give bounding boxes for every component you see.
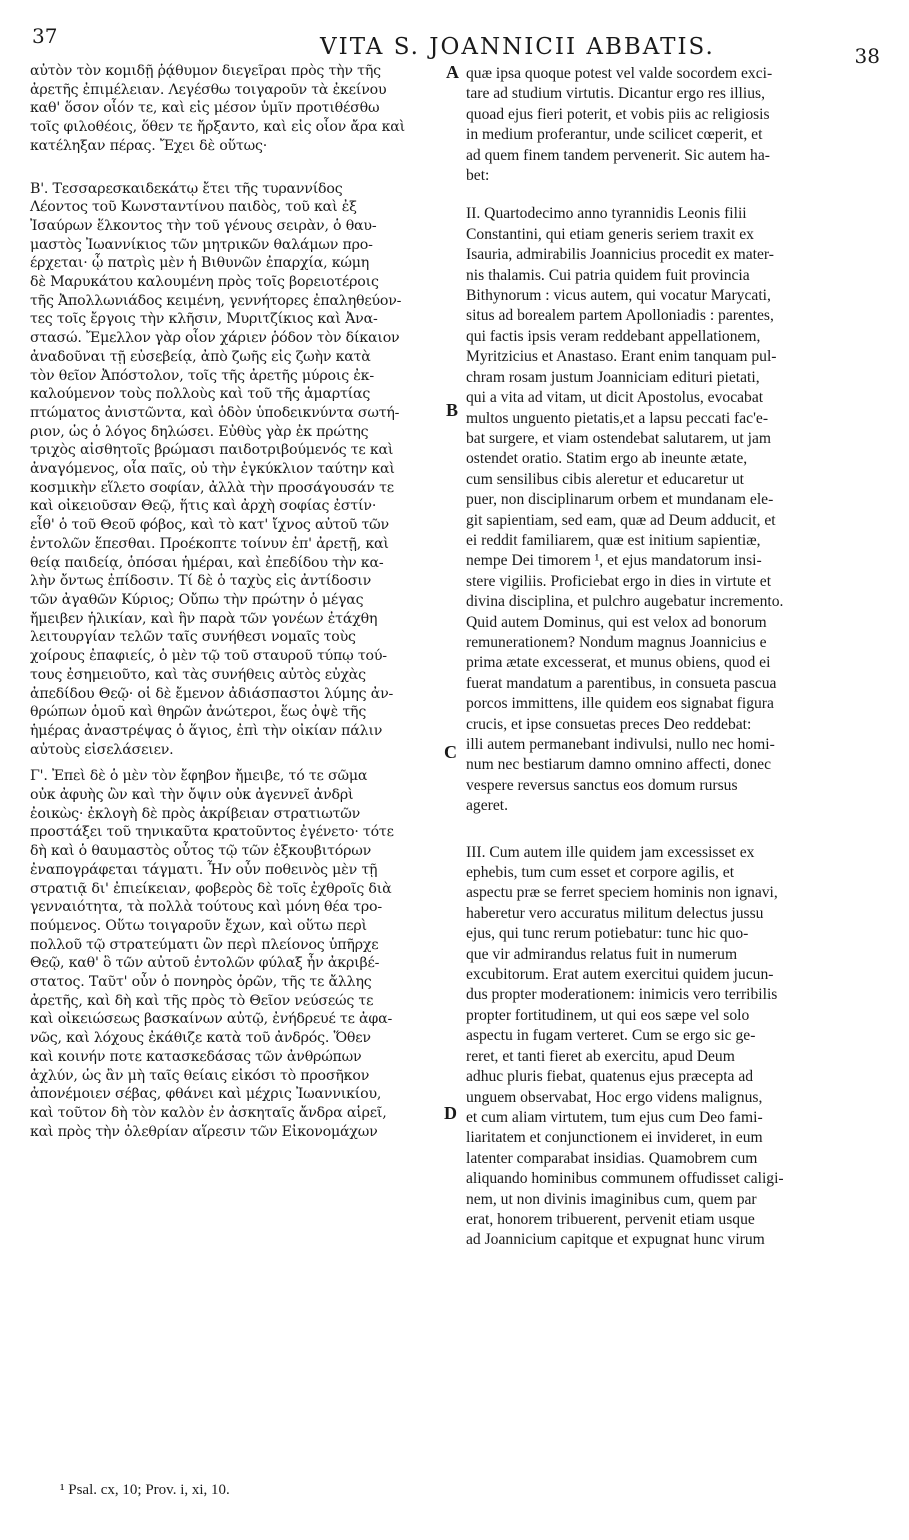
latin-paragraph-3: III. Cum autem ille quidem jam excessisset ex ephebis, tum cum esset et corpore agilis, et aspectu præ se ferret speciem hominis non ignavi, haberetur vero accuratus militum delectus jussu ejus, qui tunc rerum potiebatur: tunc hic quo- que vir admirandus relatus fuit in numerum excubitorum. Erat autem exercitui quidem jucun- dus propter moderationem: inimicis vero terribilis propter fortitudinem, ut qui eos sæpe vel solo aspectu in fugam verteret. Cum se ergo sic ge- reret, et tanti fieret ab exercitu, apud Deum adhuc pluris fiebat, quatenus ejus præcepta ad unguem observabat, Hoc ergo videns malignus, et cum aliam virtutem, tum ejus cum Deo fami- liaritatem et conjunctionem ei invideret, in eum latenter comparabat insidias. Quamobrem cum aliquando hominibus communem offudisset caligi- nem, ut non divinis imaginibus cum, quem par erat, honorem tribuerent, pervenit etiam usque ad Joannicium capitque et expugnat hunc virum — [466, 843, 784, 1249]
left-page-number: 37 — [32, 24, 58, 48]
latin-paragraph-2: II. Quartodecimo anno tyrannidis Leonis filii Constantini, qui etiam generis seriem traxit ex Isauria, admirabilis Joannicius procedit ex mater- nis thalamis. Cui patria quidem fuit provincia Bithynorum : vicus autem, qui vocatur Marycati, situs ad borealem partem Apolloniadis : parentes, qui factis ipsis veram reddebant appellationem, Myritzicius et Anastaso. Erant enim tanquam pul- chram rosam justum Joanniciam edituri pietati, qui a vita ad vitam, ut dicit Apostolus, evocabat multos unguento pietatis,et a lapsu peccati fac'e- bat surgere, et viam ostendebat salutarem, ut jam ostendet oratio. Statim ergo ab ineunte ætate, cum sensilibus cibis aleretur et educaretur ut puer, non disciplinarum orbem et mundanam ele- git sapientiam, sed eam, quæ ad Deum adducit, et ei reddit familiarem, quæ est initium sapientiæ, nempe Dei timorem ¹, et ejus mandatorum insi- stere vigiliis. Proficiebat ergo in dies in virtute et divina disciplina, et pulchro augebatur incremento. Quid autem Dominus, qui est velox ad bonorum remunerationem? Nondum magnus Joannicius e prima ætate excesserat, et munus obiens, quod ei fuerat mandatum a parentibus, in consueta pascua porcos immittens, ille quidem eos signabat figura crucis, et ipse consuetas preces Deo reddebat: illi autem permanebant indivulsi, nullo nec homi- num nec bestiarum damno omnino affecti, donec vespere reversus sanctus eos domum rursus ageret. — [466, 205, 784, 815]
section-marker-b: B — [446, 400, 459, 420]
running-title: VITA S. JOANNICII ABBATIS. — [320, 34, 715, 60]
greek-paragraph-3: Γ'. Ἐπεὶ δὲ ὁ μὲν τὸν ἔφηβον ἤμειβε, τό τε σῶμα οὐκ ἀφυὴς ὢν καὶ τὴν ὄψιν οὐκ ἀγεννεῖ ἀνδρὶ ἐοικὼς· ἐκλογὴ δὲ πρὸς ἀκρίβειαν στρατιωτῶν προστάξει τοῦ τηνικαῦτα κρατοῦντος ἐγένετο· τότε δὴ καὶ ὁ θαυμαστὸς οὗτος τῷ τῶν ἐξκουβιτόρων ἐναπογράφεται τάγματι. Ἦν οὖν ποθεινὸς μὲν τῇ στρατιᾷ δι' ἐπιείκειαν, φοβερὸς δὲ τοῖς ἐχθροῖς διὰ γενναιότητα, τὰ πολλὰ τούτους καὶ μόνη θέα τρο- πούμενος. Οὕτω τοιγαροῦν ἔχων, καὶ οὕτω περὶ πολλοῦ τῷ στρατεύματι ὢν περὶ πλείονος ὑπῆρχε Θεῷ, καθ' ὃ τῶν αὐτοῦ ἐντολῶν φύλαξ ἦν ἀκριβέ- στατος. Ταῦτ' οὖν ὁ πονηρὸς ὁρῶν, τῆς τε ἄλλης ἀρετῆς, καὶ δὴ καὶ τῆς πρὸς τὸ Θεῖον νεύσεώς τε καὶ οἰκειώσεως βασκαίνων αὐτῷ, ἐνήδρευέ τε ἀφα- νῶς, καὶ λόχους ἐκάθιζε κατὰ τοῦ ἀνδρός. Ὅθεν καὶ κοινήν ποτε κατασκεδάσας τῶν ἀνθρώπων ἀχλύν, ὡς ἂν μὴ ταῖς θείαις εἰκόσι τὸ προσῆκον ἀπονέμοιεν σέβας, φθάνει καὶ μέχρις Ἰωαννικίου, καὶ τοῦτον δὴ τὸν καλὸν ἐν ἀσκηταῖς ἄνδρα αἱρεῖ, καὶ πρὸς τὴν ὀλεθρίαν αἵρεσιν τῶν Εἰκονομάχων — [30, 768, 394, 1140]
latin-column — [466, 64, 876, 1251]
latin-paragraph-1: quæ ipsa quoque potest vel valde socordem exci- tare ad studium virtutis. Dicantur ergo res illius, quoad ejus fieri poterit, et vobis piis ac religiosis in medium proferantur, unde scilicet cœperit, et ad quem finem tandem pervenerit. Sic autem ha- bet: — [466, 65, 773, 185]
greek-paragraph-1: αὐτὸν τὸν κομιδῇ ῥᾴθυμον διεγεῖραι πρὸς τὴν τῆς ἀρετῆς ἐπιμέλειαν. Λεγέσθω τοιγαροῦν τὰ ἐκείνου καθ' ὅσον οἷόν τε, καὶ εἰς μέσον ὑμῖν προτιθέσθω τοῖς φιλοθέοις, ὅθεν τε ἤρξαντο, καὶ εἰς οἷον ἄρα καὶ κατέληξαν πέρας. Ἔχει δὲ οὕτως· — [30, 63, 406, 154]
greek-column — [30, 62, 440, 1141]
section-marker-a: A — [446, 62, 459, 82]
section-marker-d: D — [444, 1103, 457, 1123]
right-page-number: 38 — [854, 44, 880, 68]
greek-paragraph-2: Β'. Τεσσαρεσκαιδεκάτῳ ἔτει τῆς τυραννίδος Λέοντος τοῦ Κωνσταντίνου παιδὸς, τοῦ καὶ ἐξ Ἰσαύρων ἕλκοντος τὴν τοῦ γένους σειρὰν, ὁ θαυ- μαστὸς Ἰωαννίκιος τῶν μητρικῶν θαλάμων προ- έρχεται· ᾧ πατρὶς μὲν ἡ Βιθυνῶν ἐπαρχία, κώμη δὲ Μαρυκάτου καλουμένη πρὸς τοῖς βορειοτέροις τῆς Ἀπολλωνιάδος κειμένη, γεννήτορες ἐπαληθεύον- τες τοῖς ἔργοις τὴν κλῆσιν, Μυριτζίκιος καὶ Ἀνα- στασώ. Ἔμελλον γὰρ οἷον χάριεν ῥόδον τὸν δίκαιον ἀναδοῦναι τῇ εὐσεβείᾳ, ἀπὸ ζωῆς εἰς ζωὴν κατὰ τὸν θεῖον Ἀπόστολον, τοῖς τῆς ἀρετῆς μύροις ἐκ- καλούμενον τοὺς πολλοὺς καὶ τοῦ τῆς ἁμαρτίας πτώματος ἀνιστῶντα, καὶ ὁδὸν ὑποδεικνύντα σωτή- ριον, ὡς ὁ λόγος δηλώσει. Εὐθὺς γὰρ ἐκ πρώτης τριχὸς αἰσθητοῖς βρώμασι παιδοτριβούμενός τε καὶ ἀναγόμενος, οἷα παῖς, οὐ τὴν ἐγκύκλιον ταύτην καὶ κοσμικὴν εἵλετο σοφίαν, ἀλλὰ τὴν προσάγουσάν τε καὶ οἰκειοῦσαν Θεῷ, ἥτις καὶ ἀρχὴ σοφίας ἐστίν· εἶθ' ὁ τοῦ Θεοῦ φόβος, καὶ τὸ κατ' ἴχνος αὐτοῦ τῶν ἐντολῶν ἕπεσθαι. Προέκοπτε τοίνυν ἐπ' ἀρετῇ, καὶ θείᾳ παιδείᾳ, ὁπόσαι ἡμέραι, καὶ ἐπεδίδου τὴν κα- λὴν ὄντως ἐπίδοσιν. Τί δὲ ὁ ταχὺς εἰς ἀντίδοσιν τῶν ἀγαθῶν Κύριος; Οὔπω τὴν πρώτην ὁ μέγας ἤμειβεν ἡλικίαν, καὶ ἣν παρὰ τῶν γονέων ἐτάχθη λειτουργίαν τελῶν ταῖς συνήθεσι νομαῖς τοὺς χοίρους ἐπαφιείς, ὁ μὲν τῷ τοῦ σταυροῦ τύπῳ τού- τους ἐσημειοῦτο, καὶ τὰς συνήθεις αὐτὸς εὐχὰς ἀπεδίδου Θεῷ· οἱ δὲ ἔμενον ἀδιάσπαστοι λύμης ἀν- θρώπων ὁμοῦ καὶ θηρῶν ἀνώτεροι, ἕως ὀψὲ τῆς ἡμέρας ἀναστρέψας ὁ ἅγιος, ἐπὶ τὴν οἰκίαν πάλιν αὐτοὺς εἰσελάσειεν. — [30, 180, 402, 758]
footnote: ¹ Psal. cx, 10; Prov. i, xi, 10. — [60, 1482, 230, 1498]
section-marker-c: C — [444, 742, 457, 762]
